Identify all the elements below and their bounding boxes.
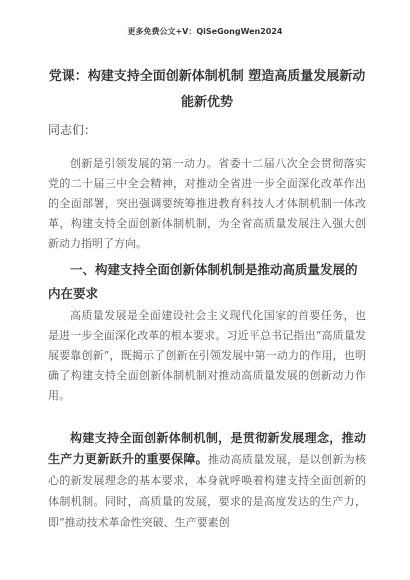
paragraph: 创新是引领发展的第一动力。省委十二届八次全会贯彻落实党的二十届三中全会精神，对推动全省进一步全面深化改革作出的全面部署，突出强调要统筹推进教育科技人才体制机制一体改革，构建支持全面创新体制机制，为全省高质量发展注入强大创新动力指明了方向。	[48, 157, 366, 250]
document-title: 党课：构建支持全面创新体制机制 塑造高质量发展新动能新优势	[48, 69, 366, 110]
bold-lead-sentence: 构建支持全面创新体制机制，是贯彻新发展理念，推动生产力更新跃升的重要保障。	[48, 431, 366, 466]
header-note: 更多免费公文+V：QiSeGongWen2024	[127, 27, 283, 36]
paragraph	[48, 428, 366, 533]
greeting: 同志们：	[48, 123, 97, 137]
section-heading: 一、构建支持全面创新体制机制是推动高质量发展的内在要求	[48, 262, 358, 301]
paragraph: 高质量发展是全面建设社会主义现代化国家的首要任务，也是进一步全面深化改革的根本要求。习近平总书记指出“高质量发展要靠创新”，既揭示了创新在引领发展中第一动力的作用，也明确了构建支持全面创新体制机制对推动高质量发展的创新动力作用。	[48, 309, 366, 402]
paragraph-text: 推动高质量发展，是以创新为核心的新发展理念的基本要求，本身就呼唤着构建支持全面创新的体制机制。同时，高质量的发展，要求的是高度发达的生产力，即“推动技术革命性突破、生产要素创	[48, 453, 366, 529]
